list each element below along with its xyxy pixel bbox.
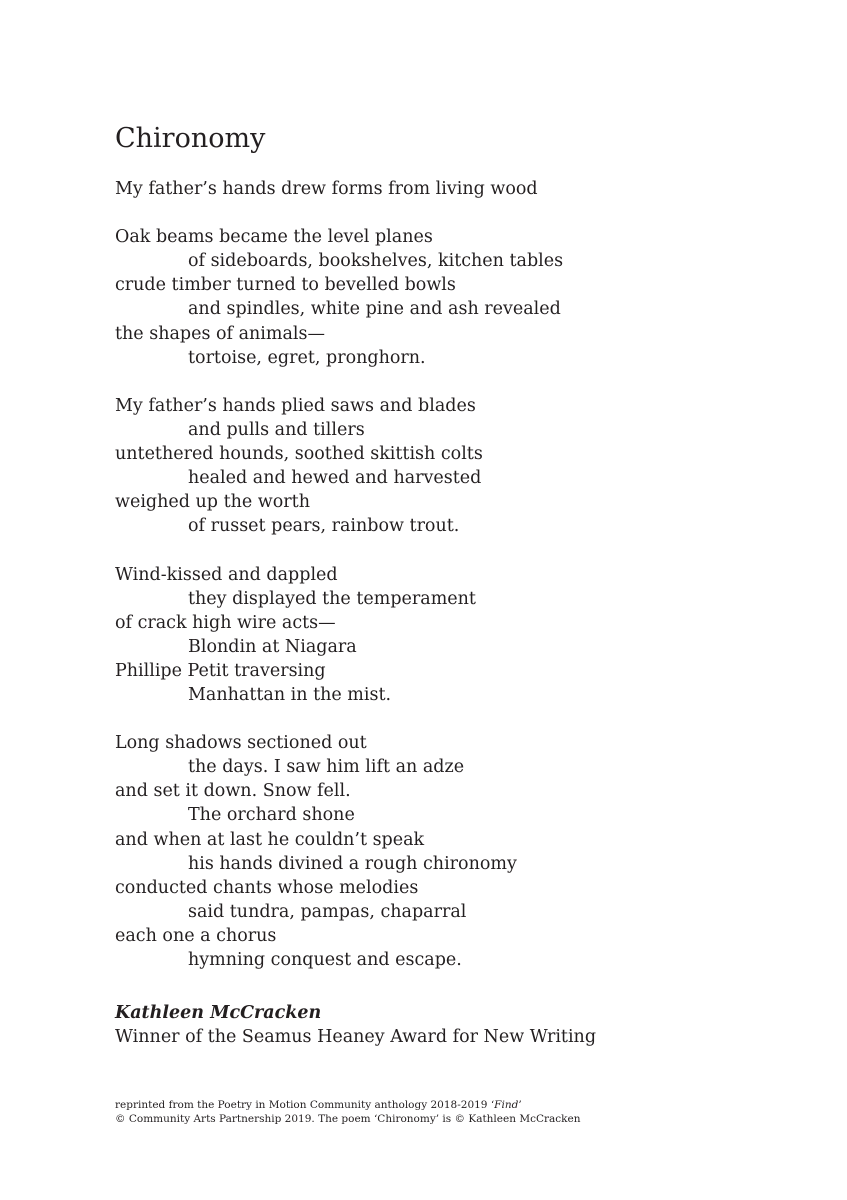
poem-body xyxy=(115,177,815,972)
poem-line: Phillipe Petit traversing xyxy=(115,660,326,681)
credits-line-1 xyxy=(115,1098,581,1112)
stanza-gap xyxy=(115,707,815,731)
poem-line: and spindles, white pine and ash revealed xyxy=(188,299,561,320)
poem-line: The orchard shone xyxy=(188,805,355,826)
credits xyxy=(115,1098,581,1126)
poem-line: of crack high wire acts— xyxy=(115,612,336,633)
poem-line: and when at last he couldn’t speak xyxy=(115,829,425,850)
author-name: Kathleen McCracken xyxy=(115,1003,322,1023)
anthology-title: Find xyxy=(494,1099,519,1111)
stanza-gap xyxy=(115,370,815,394)
poem-line: each one a chorus xyxy=(115,925,277,946)
credits-line-2: © Community Arts Partnership 2019. The poem ‘Chironomy’ is © Kathleen McCracken xyxy=(115,1113,581,1125)
poem-line: hymning conquest and escape. xyxy=(188,950,462,970)
poem-line: the days. I saw him lift an adze xyxy=(188,757,465,778)
poem-line: Oak beams became the level planes xyxy=(115,227,433,248)
poem-line: Wind-kissed and dappled xyxy=(115,564,338,585)
poem-line: weighed up the worth xyxy=(115,492,310,513)
stanza-gap xyxy=(115,201,815,225)
poem-line: Long shadows sectioned out xyxy=(115,733,367,754)
poem-line: and pulls and tillers xyxy=(188,419,365,440)
poem-line: his hands divined a rough chironomy xyxy=(188,853,517,874)
award-line: Winner of the Seamus Heaney Award for New Writing xyxy=(115,1027,597,1047)
poem-line: Manhattan in the mist. xyxy=(188,684,392,705)
poem-line: conducted chants whose melodies xyxy=(115,877,419,898)
poem-line: crude timber turned to bevelled bowls xyxy=(115,275,456,296)
stanza-gap xyxy=(115,538,815,562)
poem-line: and set it down. Snow fell. xyxy=(115,781,351,802)
poem-line: healed and hewed and harvested xyxy=(188,468,482,489)
poem-line: My father’s hands plied saws and blades xyxy=(115,395,476,416)
poem-line: Blondin at Niagara xyxy=(188,636,357,657)
poem-line: of sideboards, bookshelves, kitchen tables xyxy=(188,251,564,272)
credits-line-1-suffix: ’ xyxy=(518,1099,522,1111)
poem-line: tortoise, egret, pronghorn. xyxy=(188,347,426,368)
poem-line: of russet pears, rainbow trout. xyxy=(188,516,460,537)
poem-line: My father’s hands drew forms from living wood xyxy=(115,179,538,199)
poem-line: the shapes of animals— xyxy=(115,323,325,344)
poem-line: they displayed the temperament xyxy=(188,588,476,609)
poem-title: Chironomy xyxy=(115,123,266,154)
credits-line-1-prefix: reprinted from the Poetry in Motion Community anthology 2018-2019 ‘ xyxy=(115,1099,495,1111)
poem-line: said tundra, pampas, chaparral xyxy=(188,901,467,922)
poem-line: untethered hounds, soothed skittish colts xyxy=(115,444,483,465)
